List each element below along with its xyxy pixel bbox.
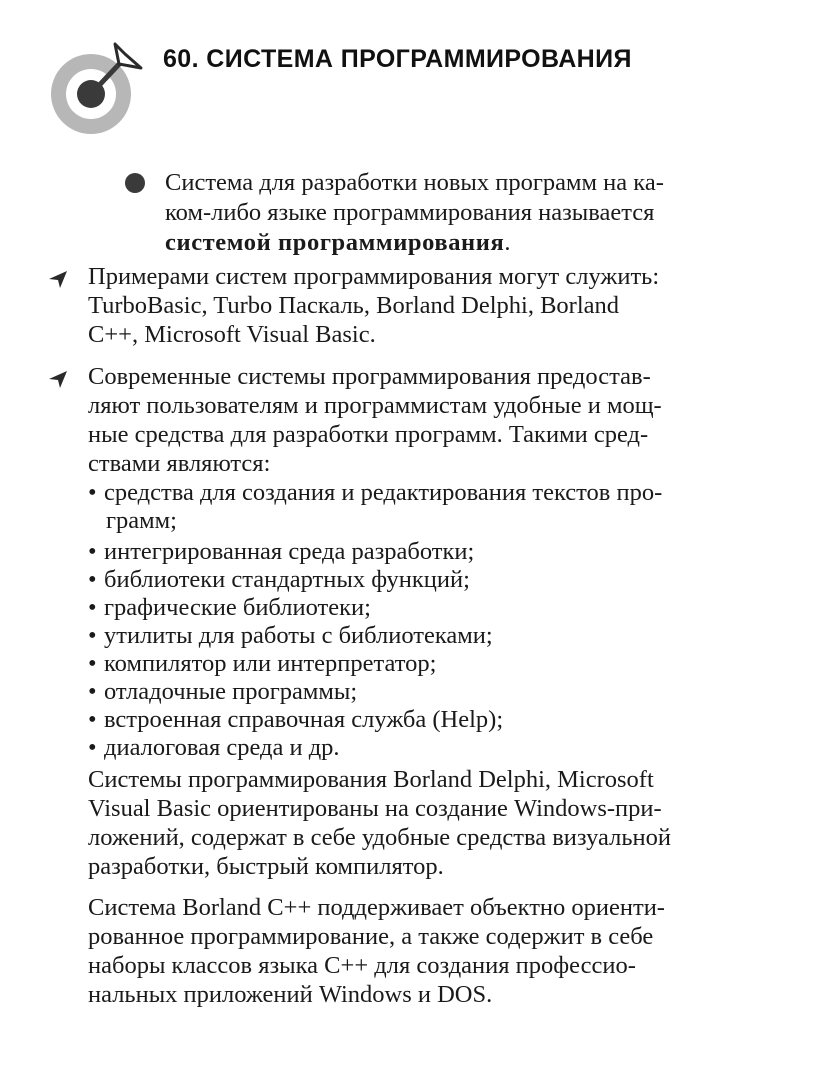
list-item: • компилятор или интерпретатор; (88, 650, 437, 677)
cpp-line-1: Система Borland C++ поддерживает объектно ориенти- (88, 894, 665, 921)
examples-line-1: Примерами систем программирования могут служить: (88, 263, 660, 290)
definition-text: ком-либо языке программирования называется (165, 199, 655, 226)
modern-line-1: Современные системы программирования предостав- (88, 363, 651, 390)
modern-line-3: ные средства для разработки программ. Такими сред- (88, 421, 649, 448)
cpp-line-2: рованное программирование, а также содержит в себе (88, 923, 654, 950)
delphi-line-1: Системы программирования Borland Delphi, Microsoft (88, 766, 654, 793)
list-item: • встроенная справочная служба (Help); (88, 706, 504, 733)
list-item: • интегрированная среда разработки; (88, 538, 475, 565)
list-item: • утилиты для работы с библиотеками; (88, 622, 493, 649)
page-title: 60. СИСТЕМА ПРОГРАММИРОВАНИЯ (163, 45, 632, 73)
cpp-line-3: наборы классов языка C++ для создания профессио- (88, 952, 636, 979)
arrow-marker-icon (47, 368, 69, 390)
cpp-line-4: нальных приложений Windows и DOS. (88, 981, 493, 1008)
list-item: • библиотеки стандартных функций; (88, 566, 470, 593)
definition-line-1 (165, 168, 770, 198)
delphi-line-2: Visual Basic ориентированы на создание Windows-при- (88, 795, 662, 822)
modern-line-2: ляют пользователям и программистам удобные и мощ- (88, 392, 662, 419)
list-item: • графические библиотеки; (88, 594, 371, 621)
definition-line-2 (165, 198, 770, 228)
definition-term: системой программирования (165, 229, 505, 256)
delphi-line-4: разработки, быстрый компилятор. (88, 853, 444, 880)
list-item: • диалоговая среда и др. (88, 734, 340, 761)
list-item: • отладочные программы; (88, 678, 358, 705)
arrow-marker-icon (47, 268, 69, 290)
modern-line-4: ствами являются: (88, 450, 271, 477)
definition-term-suffix: . (504, 229, 511, 256)
examples-line-3: C++, Microsoft Visual Basic. (88, 321, 376, 348)
circle-bullet-icon (125, 173, 145, 193)
definition-text: Система для разработки новых программ на ка- (165, 169, 664, 196)
definition-line-3 (165, 228, 510, 258)
list-item-continuation: грамм; (106, 507, 177, 534)
list-item: • средства для создания и редактирования текстов про- (88, 479, 663, 506)
delphi-line-3: ложений, содержат в себе удобные средства визуальной (88, 824, 671, 851)
examples-line-2: TurboBasic, Turbo Паскаль, Borland Delphi, Borland (88, 292, 620, 319)
